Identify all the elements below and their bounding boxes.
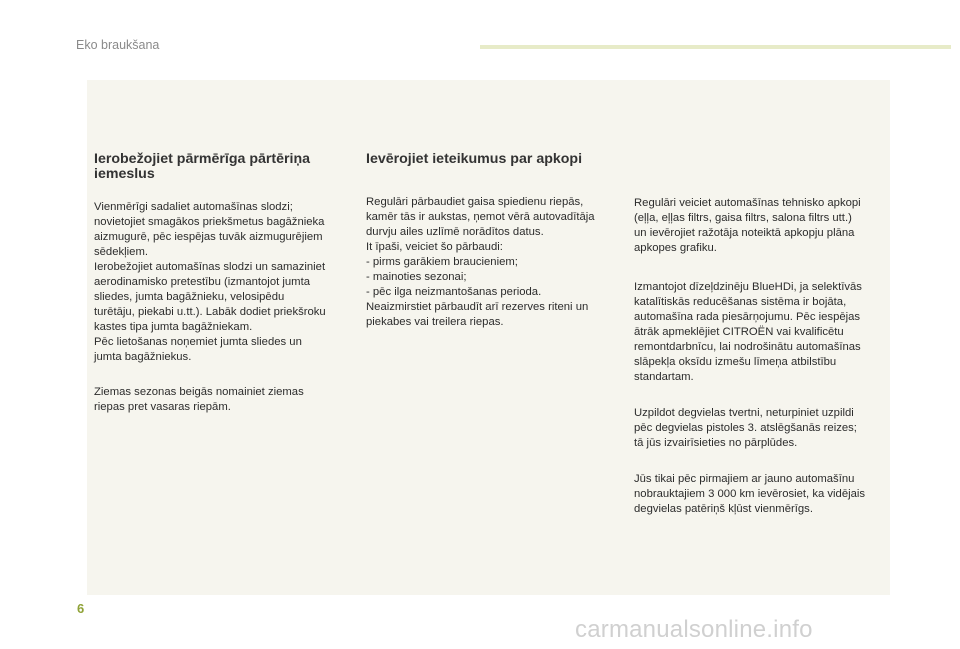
heading-load [94, 152, 356, 182]
paragraph-refuelling [634, 406, 886, 451]
heading-line: iemeslus [94, 166, 155, 182]
text-line: Jūs tikai pēc pirmajiem ar jauno automašīnu [634, 473, 855, 485]
text-line: - pirms garākiem braucieniem; [366, 256, 518, 268]
text-line: ātrāk apmeklējiet CITROËN vai kvalificētu [634, 326, 844, 338]
text-line: automašīna rada piesārņojumu. Pēc iespējas [634, 311, 861, 323]
text-line: Regulāri pārbaudiet gaisa spiedienu riepās, [366, 196, 584, 208]
text-line: remontdarbnīcu, lai nodrošinātu automašīnas [634, 341, 861, 353]
text-line: katalītiskās reducēšanas sistēma ir bojāta, [634, 296, 847, 308]
text-line: Ierobežojiet automašīnas slodzi un samaziniet [94, 261, 326, 273]
text-line: tā jūs izvairīsieties no pārplūdes. [634, 437, 798, 449]
paragraph-load [94, 200, 356, 365]
section-title: Eko braukšana [76, 38, 160, 52]
text-line: nobrauktajiem 3 000 km ievērosiet, ka vidējais [634, 488, 866, 500]
text-line: (eļļa, eļļas filtrs, gaisa filtrs, salona filtrs utt.) [634, 212, 852, 224]
text-line: - mainoties sezonai; [366, 271, 467, 283]
text-line: slāpekļa oksīdu izmešu līmeņa atbilstību [634, 356, 837, 368]
text-line: Pēc lietošanas noņemiet jumta sliedes un [94, 336, 302, 348]
text-line: jumta bagāžniekus. [94, 351, 192, 363]
paragraph-new-car [634, 472, 886, 517]
text-line: piekabes vai treilera riepas. [366, 316, 504, 328]
text-line: pēc degvielas pistoles 3. atslēgšanās reizes; [634, 422, 857, 434]
paragraph-bluehdi [634, 280, 886, 385]
header-rule [480, 45, 951, 49]
text-line: sēdekļiem. [94, 246, 148, 258]
text-line: Vienmērīgi sadaliet automašīnas slodzi; [94, 201, 293, 213]
text-line: kamēr tās ir aukstas, ņemot vērā autovadītāja [366, 211, 595, 223]
heading-line: Ierobežojiet pārmērīga pārtēriņa [94, 151, 311, 167]
watermark: carmanualsonline.info [575, 616, 813, 643]
text-line: sliedes, jumta bagāžnieku, velosipēdu [94, 291, 285, 303]
paragraph-tyres-season [94, 385, 356, 415]
text-line: kastes tipa jumta bagāžniekam. [94, 321, 253, 333]
text-line: aizmugurē, pēc iespējas tuvāk aizmugurējiem [94, 231, 323, 243]
column-load [94, 152, 356, 415]
text-line: Izmantojot dīzeļdzinēju BlueHDi, ja selektīvās [634, 281, 862, 293]
text-line: Uzpildot degvielas tvertni, neturpiniet uzpildi [634, 407, 854, 419]
text-line: novietojiet smagākos priekšmetus bagāžnieka [94, 216, 325, 228]
text-line: un ievērojiet ražotāja noteiktā apkopju plāna [634, 227, 855, 239]
paragraph-service-schedule [634, 196, 886, 256]
text-line: durvju ailes uzlīmē norādītos datus. [366, 226, 544, 238]
text-line: degvielas patēriņš kļūst vienmērīgs. [634, 503, 813, 515]
text-line: standartam. [634, 371, 694, 383]
column-maintenance [366, 152, 616, 330]
text-line: aerodinamisko pretestību (izmantojot jumta [94, 276, 310, 288]
text-line: apkopes grafiku. [634, 242, 717, 254]
text-line: It īpaši, veiciet šo pārbaudi: [366, 241, 503, 253]
text-line: Neaizmirstiet pārbaudīt arī rezerves riteni un [366, 301, 589, 313]
column-service [634, 196, 886, 517]
text-line: riepas pret vasaras riepām. [94, 401, 231, 413]
text-line: Regulāri veiciet automašīnas tehnisko apkopi [634, 197, 861, 209]
heading-maintenance: Ievērojiet ieteikumus par apkopi [366, 151, 583, 167]
text-line: - pēc ilga neizmantošanas perioda. [366, 286, 542, 298]
paragraph-tyre-pressure [366, 195, 616, 330]
page-number: 6 [77, 601, 85, 616]
text-line: turētāju, piekabi u.tt.). Labāk dodiet priekšroku [94, 306, 326, 318]
text-line: Ziemas sezonas beigās nomainiet ziemas [94, 386, 304, 398]
